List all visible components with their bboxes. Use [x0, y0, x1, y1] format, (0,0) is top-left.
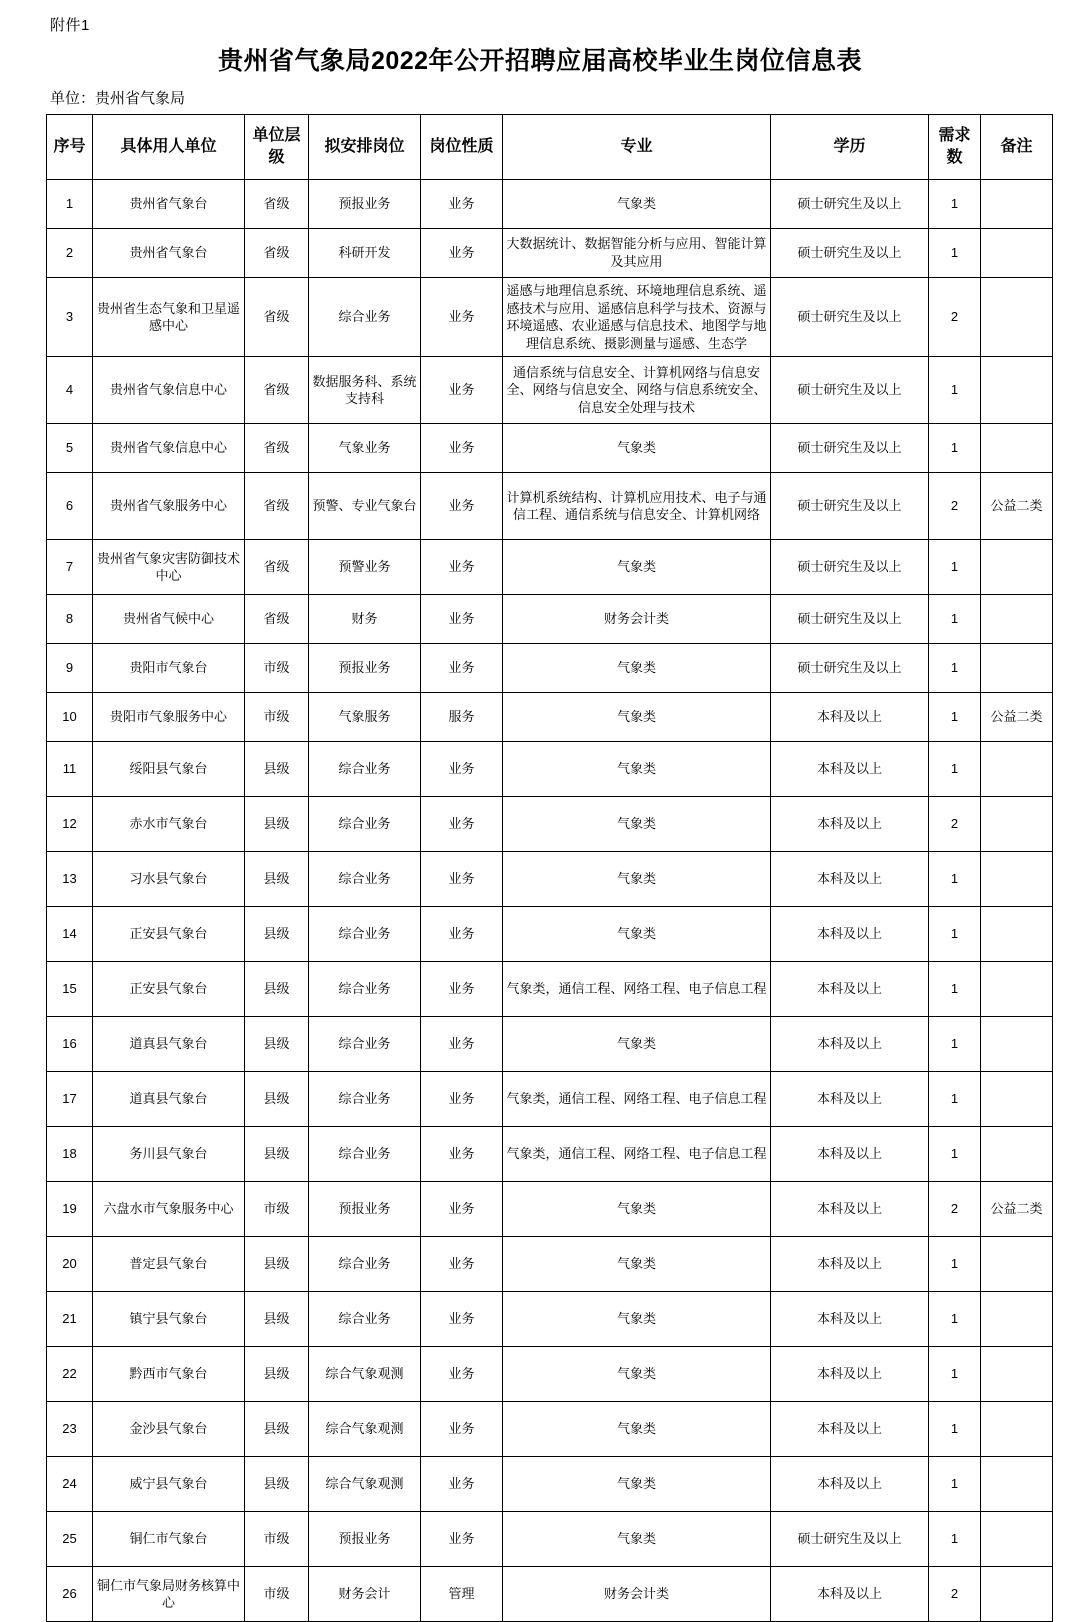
employer-unit: 黔西市气象台: [93, 1347, 245, 1402]
required-education: 本科及以上: [771, 1127, 929, 1182]
unit-level: 市级: [245, 1182, 309, 1237]
table-row: [47, 1402, 1053, 1457]
post-nature: 业务: [421, 278, 503, 357]
planned-post: 财务: [309, 595, 421, 644]
page-title: 贵州省气象局2022年公开招聘应届高校毕业生岗位信息表: [217, 47, 863, 75]
unit-level: 县级: [245, 742, 309, 797]
unit-level: 省级: [245, 180, 309, 229]
required-education: 硕士研究生及以上: [771, 278, 929, 357]
table-row: [47, 1182, 1053, 1237]
table-row: [47, 357, 1053, 424]
unit-level: 县级: [245, 852, 309, 907]
unit-level: 省级: [245, 540, 309, 595]
column-header-post: 拟安排岗位: [309, 115, 421, 180]
remark: [981, 907, 1053, 962]
required-education: 硕士研究生及以上: [771, 424, 929, 473]
employer-unit: 正安县气象台: [93, 907, 245, 962]
planned-post: 综合业务: [309, 1292, 421, 1347]
row-index: 21: [47, 1292, 93, 1347]
table-row: [47, 1292, 1053, 1347]
post-nature: 管理: [421, 1567, 503, 1622]
row-index: 4: [47, 357, 93, 424]
employer-unit: 镇宁县气象台: [93, 1292, 245, 1347]
planned-post: 综合业务: [309, 742, 421, 797]
planned-post: 数据服务科、系统支持科: [309, 357, 421, 424]
required-education: 硕士研究生及以上: [771, 595, 929, 644]
required-count: 1: [929, 742, 981, 797]
remark: [981, 962, 1053, 1017]
remark: [981, 540, 1053, 595]
required-count: 1: [929, 540, 981, 595]
remark: [981, 357, 1053, 424]
column-header-level: 单位层级: [245, 115, 309, 180]
row-index: 22: [47, 1347, 93, 1402]
table-row: [47, 1072, 1053, 1127]
post-nature: 业务: [421, 595, 503, 644]
row-index: 19: [47, 1182, 93, 1237]
remark: [981, 424, 1053, 473]
row-index: 18: [47, 1127, 93, 1182]
employer-unit: 贵州省生态气象和卫星遥感中心: [93, 278, 245, 357]
required-education: 本科及以上: [771, 1237, 929, 1292]
remark: [981, 1072, 1053, 1127]
column-header-no: 序号: [47, 115, 93, 180]
required-major: 气象类: [503, 1457, 771, 1512]
post-nature: 业务: [421, 1182, 503, 1237]
required-education: 本科及以上: [771, 1402, 929, 1457]
planned-post: 预警业务: [309, 540, 421, 595]
unit-level: 省级: [245, 424, 309, 473]
post-nature: 业务: [421, 1512, 503, 1567]
row-index: 17: [47, 1072, 93, 1127]
required-education: 本科及以上: [771, 962, 929, 1017]
required-education: 本科及以上: [771, 1072, 929, 1127]
required-count: 1: [929, 693, 981, 742]
unit-level: 县级: [245, 1402, 309, 1457]
required-count: 1: [929, 180, 981, 229]
required-education: 硕士研究生及以上: [771, 644, 929, 693]
post-nature: 业务: [421, 229, 503, 278]
planned-post: 预报业务: [309, 180, 421, 229]
required-major: 气象类: [503, 797, 771, 852]
required-major: 气象类: [503, 1292, 771, 1347]
required-count: 1: [929, 1512, 981, 1567]
unit-level: 县级: [245, 1072, 309, 1127]
required-education: 本科及以上: [771, 907, 929, 962]
required-count: 2: [929, 278, 981, 357]
required-major: 气象类: [503, 1347, 771, 1402]
required-education: 本科及以上: [771, 852, 929, 907]
table-row: [47, 907, 1053, 962]
post-nature: 业务: [421, 473, 503, 540]
unit-level: 县级: [245, 797, 309, 852]
unit-level: 省级: [245, 595, 309, 644]
table-row: [47, 1347, 1053, 1402]
post-nature: 业务: [421, 357, 503, 424]
row-index: 11: [47, 742, 93, 797]
required-count: 1: [929, 962, 981, 1017]
post-nature: 业务: [421, 424, 503, 473]
unit-level: 市级: [245, 693, 309, 742]
required-major: 气象类: [503, 852, 771, 907]
unit-level: 县级: [245, 1457, 309, 1512]
required-count: 1: [929, 1017, 981, 1072]
remark: [981, 797, 1053, 852]
required-major: 气象类，通信工程、网络工程、电子信息工程: [503, 962, 771, 1017]
remark: [981, 742, 1053, 797]
employer-unit: 威宁县气象台: [93, 1457, 245, 1512]
planned-post: 综合业务: [309, 907, 421, 962]
table-body: [47, 180, 1053, 1622]
post-nature: 业务: [421, 1402, 503, 1457]
remark: [981, 1127, 1053, 1182]
planned-post: 综合气象观测: [309, 1457, 421, 1512]
table-row: [47, 1512, 1053, 1567]
remark: [981, 229, 1053, 278]
unit-level: 县级: [245, 1237, 309, 1292]
row-index: 24: [47, 1457, 93, 1512]
unit-level: 市级: [245, 1512, 309, 1567]
employer-unit: 铜仁市气象台: [93, 1512, 245, 1567]
post-nature: 业务: [421, 540, 503, 595]
planned-post: 预报业务: [309, 644, 421, 693]
post-nature: 业务: [421, 962, 503, 1017]
required-education: 硕士研究生及以上: [771, 1512, 929, 1567]
planned-post: 综合气象观测: [309, 1347, 421, 1402]
post-nature: 业务: [421, 1457, 503, 1512]
required-major: 计算机系统结构、计算机应用技术、电子与通信工程、通信系统与信息安全、计算机网络: [503, 473, 771, 540]
column-header-nature: 岗位性质: [421, 115, 503, 180]
remark: [981, 595, 1053, 644]
employer-unit: 贵州省气象台: [93, 229, 245, 278]
post-nature: 业务: [421, 1127, 503, 1182]
row-index: 13: [47, 852, 93, 907]
table-row: [47, 424, 1053, 473]
planned-post: 预警、专业气象台: [309, 473, 421, 540]
unit-level: 省级: [245, 278, 309, 357]
unit-level: 县级: [245, 1292, 309, 1347]
unit-level: 省级: [245, 473, 309, 540]
required-major: 气象类: [503, 1237, 771, 1292]
row-index: 20: [47, 1237, 93, 1292]
required-count: 1: [929, 424, 981, 473]
required-major: 气象类，通信工程、网络工程、电子信息工程: [503, 1127, 771, 1182]
table-row: [47, 852, 1053, 907]
employer-unit: 贵阳市气象服务中心: [93, 693, 245, 742]
required-education: 硕士研究生及以上: [771, 180, 929, 229]
table-row: [47, 1017, 1053, 1072]
table-row: [47, 1237, 1053, 1292]
employer-unit: 普定县气象台: [93, 1237, 245, 1292]
column-header-unit: 具体用人单位: [93, 115, 245, 180]
table-row: [47, 473, 1053, 540]
required-major: 财务会计类: [503, 595, 771, 644]
required-count: 1: [929, 595, 981, 644]
unit-level: 省级: [245, 357, 309, 424]
remark: [981, 180, 1053, 229]
employer-unit: 道真县气象台: [93, 1017, 245, 1072]
remark: 公益二类: [981, 1182, 1053, 1237]
column-header-major: 专业: [503, 115, 771, 180]
remark: [981, 1292, 1053, 1347]
remark: [981, 1567, 1053, 1622]
row-index: 6: [47, 473, 93, 540]
post-nature: 业务: [421, 644, 503, 693]
unit-level: 市级: [245, 644, 309, 693]
employer-unit: 道真县气象台: [93, 1072, 245, 1127]
required-major: 气象类: [503, 1017, 771, 1072]
planned-post: 综合气象观测: [309, 1402, 421, 1457]
column-header-count: 需求数: [929, 115, 981, 180]
planned-post: 科研开发: [309, 229, 421, 278]
employer-unit: 贵州省气象灾害防御技术中心: [93, 540, 245, 595]
table-header: [47, 115, 1053, 180]
required-education: 本科及以上: [771, 742, 929, 797]
row-index: 2: [47, 229, 93, 278]
table-row: [47, 229, 1053, 278]
required-education: 本科及以上: [771, 693, 929, 742]
table-row: [47, 1457, 1053, 1512]
attachment-label: 附件1: [50, 17, 90, 34]
required-education: 本科及以上: [771, 1292, 929, 1347]
required-count: 2: [929, 473, 981, 540]
required-count: 1: [929, 1292, 981, 1347]
post-nature: 业务: [421, 742, 503, 797]
unit-level: 县级: [245, 1127, 309, 1182]
employer-unit: 贵州省气象台: [93, 180, 245, 229]
employer-unit: 绥阳县气象台: [93, 742, 245, 797]
required-major: 气象类: [503, 540, 771, 595]
post-nature: 业务: [421, 797, 503, 852]
employer-unit: 正安县气象台: [93, 962, 245, 1017]
required-education: 本科及以上: [771, 1457, 929, 1512]
planned-post: 综合业务: [309, 1127, 421, 1182]
required-major: 气象类，通信工程、网络工程、电子信息工程: [503, 1072, 771, 1127]
remark: [981, 852, 1053, 907]
required-count: 1: [929, 1402, 981, 1457]
unit-level: 县级: [245, 907, 309, 962]
table-row: [47, 644, 1053, 693]
required-education: 本科及以上: [771, 1567, 929, 1622]
employer-unit: 习水县气象台: [93, 852, 245, 907]
row-index: 15: [47, 962, 93, 1017]
planned-post: 综合业务: [309, 962, 421, 1017]
row-index: 25: [47, 1512, 93, 1567]
required-education: 本科及以上: [771, 1347, 929, 1402]
required-count: 1: [929, 1347, 981, 1402]
post-nature: 业务: [421, 180, 503, 229]
required-major: 遥感与地理信息系统、环境地理信息系统、遥感技术与应用、遥感信息科学与技术、资源与环境遥感、农业遥感与信息技术、地图学与地理信息系统、摄影测量与遥感、生态学: [503, 278, 771, 357]
post-nature: 业务: [421, 1292, 503, 1347]
unit-level: 县级: [245, 1347, 309, 1402]
unit-level: 县级: [245, 962, 309, 1017]
required-count: 2: [929, 1182, 981, 1237]
required-major: 气象类: [503, 180, 771, 229]
row-index: 9: [47, 644, 93, 693]
required-count: 1: [929, 1127, 981, 1182]
required-major: 气象类: [503, 1402, 771, 1457]
post-nature: 业务: [421, 1237, 503, 1292]
required-major: 气象类: [503, 1512, 771, 1567]
row-index: 1: [47, 180, 93, 229]
remark: 公益二类: [981, 693, 1053, 742]
required-count: 1: [929, 907, 981, 962]
column-header-remark: 备注: [981, 115, 1053, 180]
employer-unit: 贵州省气候中心: [93, 595, 245, 644]
remark: [981, 1237, 1053, 1292]
row-index: 12: [47, 797, 93, 852]
unit-level: 省级: [245, 229, 309, 278]
planned-post: 预报业务: [309, 1512, 421, 1567]
table-row: [47, 595, 1053, 644]
required-count: 1: [929, 852, 981, 907]
planned-post: 综合业务: [309, 1017, 421, 1072]
planned-post: 综合业务: [309, 797, 421, 852]
required-count: 2: [929, 797, 981, 852]
planned-post: 财务会计: [309, 1567, 421, 1622]
row-index: 3: [47, 278, 93, 357]
job-information-table: [46, 114, 1053, 1622]
table-header-row: [47, 115, 1053, 180]
planned-post: 综合业务: [309, 278, 421, 357]
post-nature: 业务: [421, 852, 503, 907]
required-education: 硕士研究生及以上: [771, 229, 929, 278]
employer-unit: 赤水市气象台: [93, 797, 245, 852]
table-row: [47, 693, 1053, 742]
table-row: [47, 797, 1053, 852]
employer-unit: 贵阳市气象台: [93, 644, 245, 693]
employer-unit: 贵州省气象信息中心: [93, 357, 245, 424]
planned-post: 气象服务: [309, 693, 421, 742]
post-nature: 业务: [421, 907, 503, 962]
table-row: [47, 742, 1053, 797]
remark: [981, 1512, 1053, 1567]
required-major: 气象类: [503, 907, 771, 962]
required-count: 1: [929, 1457, 981, 1512]
issuing-unit-line: 单位：贵州省气象局: [50, 90, 186, 107]
post-nature: 业务: [421, 1017, 503, 1072]
required-major: 通信系统与信息安全、计算机网络与信息安全、网络与信息安全、网络与信息系统安全、信息安全处理与技术: [503, 357, 771, 424]
remark: [981, 1402, 1053, 1457]
remark: 公益二类: [981, 473, 1053, 540]
planned-post: 综合业务: [309, 1237, 421, 1292]
planned-post: 气象业务: [309, 424, 421, 473]
required-count: 1: [929, 1237, 981, 1292]
required-major: 气象类: [503, 693, 771, 742]
row-index: 23: [47, 1402, 93, 1457]
remark: [981, 1347, 1053, 1402]
row-index: 8: [47, 595, 93, 644]
row-index: 5: [47, 424, 93, 473]
employer-unit: 六盘水市气象服务中心: [93, 1182, 245, 1237]
table-row: [47, 1567, 1053, 1622]
row-index: 26: [47, 1567, 93, 1622]
required-count: 1: [929, 229, 981, 278]
row-index: 10: [47, 693, 93, 742]
required-count: 2: [929, 1567, 981, 1622]
required-education: 硕士研究生及以上: [771, 473, 929, 540]
required-major: 大数据统计、数据智能分析与应用、智能计算及其应用: [503, 229, 771, 278]
required-education: 硕士研究生及以上: [771, 357, 929, 424]
remark: [981, 278, 1053, 357]
unit-level: 市级: [245, 1567, 309, 1622]
table-row: [47, 540, 1053, 595]
unit-level: 县级: [245, 1017, 309, 1072]
required-count: 1: [929, 1072, 981, 1127]
post-nature: 业务: [421, 1072, 503, 1127]
table-row: [47, 962, 1053, 1017]
row-index: 7: [47, 540, 93, 595]
row-index: 16: [47, 1017, 93, 1072]
employer-unit: 贵州省气象服务中心: [93, 473, 245, 540]
table-row: [47, 180, 1053, 229]
table-row: [47, 1127, 1053, 1182]
employer-unit: 务川县气象台: [93, 1127, 245, 1182]
required-major: 气象类: [503, 644, 771, 693]
column-header-education: 学历: [771, 115, 929, 180]
required-education: 本科及以上: [771, 1182, 929, 1237]
planned-post: 预报业务: [309, 1182, 421, 1237]
required-education: 本科及以上: [771, 1017, 929, 1072]
required-major: 气象类: [503, 424, 771, 473]
required-major: 气象类: [503, 742, 771, 797]
remark: [981, 644, 1053, 693]
post-nature: 业务: [421, 1347, 503, 1402]
planned-post: 综合业务: [309, 852, 421, 907]
required-count: 1: [929, 644, 981, 693]
table-row: [47, 278, 1053, 357]
employer-unit: 金沙县气象台: [93, 1402, 245, 1457]
required-major: 气象类: [503, 1182, 771, 1237]
row-index: 14: [47, 907, 93, 962]
required-count: 1: [929, 357, 981, 424]
remark: [981, 1017, 1053, 1072]
required-education: 本科及以上: [771, 797, 929, 852]
employer-unit: 贵州省气象信息中心: [93, 424, 245, 473]
required-major: 财务会计类: [503, 1567, 771, 1622]
planned-post: 综合业务: [309, 1072, 421, 1127]
employer-unit: 铜仁市气象局财务核算中心: [93, 1567, 245, 1622]
remark: [981, 1457, 1053, 1512]
post-nature: 服务: [421, 693, 503, 742]
required-education: 硕士研究生及以上: [771, 540, 929, 595]
